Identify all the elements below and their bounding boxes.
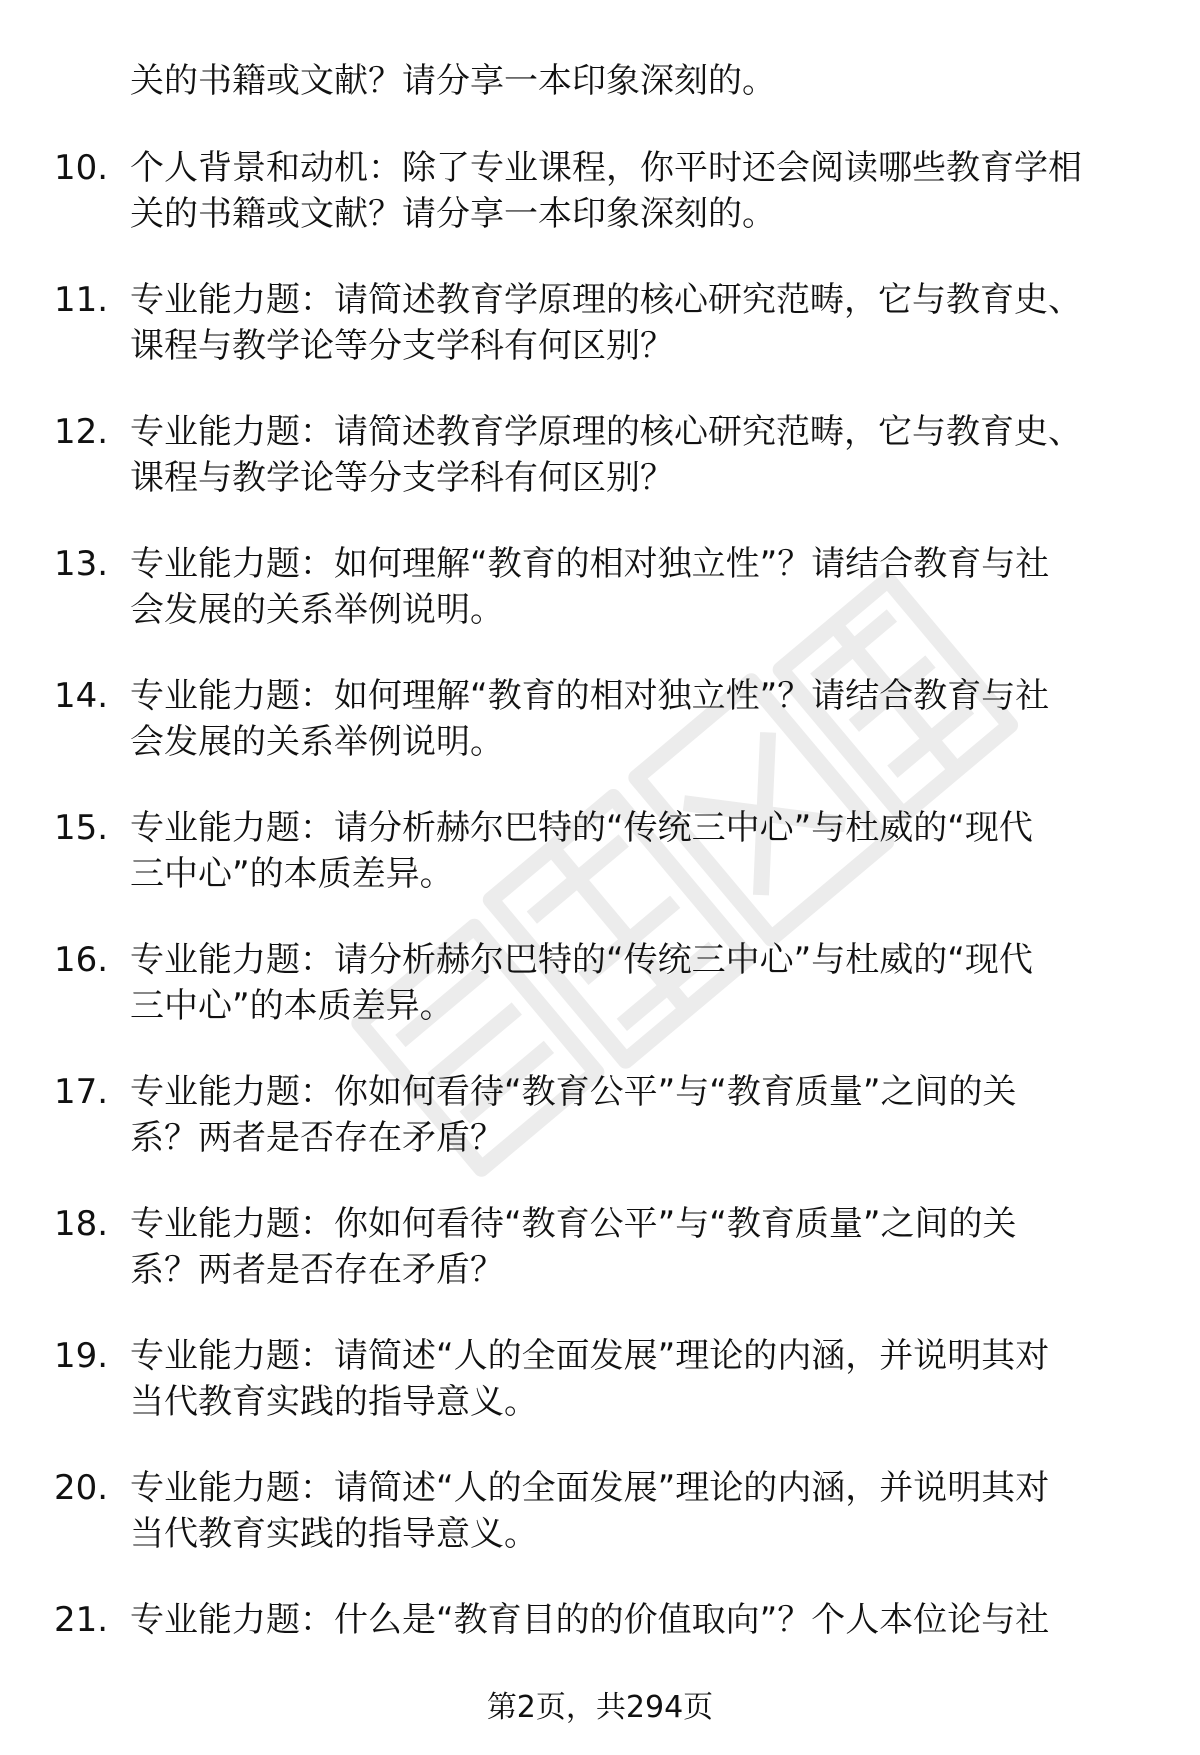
item-number: 13.	[54, 544, 109, 584]
item-text-line: 课程与教学论等分支学科有何区别？	[130, 458, 674, 498]
item-number: 19.	[54, 1336, 109, 1376]
item-text-line: 专业能力题：请简述“人的全面发展”理论的内涵，并说明其对	[130, 1336, 1050, 1376]
item-number: 14.	[54, 676, 109, 716]
item-text-line: 专业能力题：什么是“教育目的的价值取向”？个人本位论与社	[130, 1600, 1050, 1640]
list-item	[0, 937, 1200, 1069]
list-item	[0, 673, 1200, 805]
list-item	[0, 277, 1200, 409]
item-text-line: 系？两者是否存在矛盾？	[130, 1250, 504, 1290]
page-footer: 第2页，共294页	[486, 1690, 714, 1725]
item-number: 12.	[54, 412, 109, 452]
item-text-line: 专业能力题：请简述教育学原理的核心研究范畴，它与教育史、	[130, 412, 1082, 452]
item-text-line: 专业能力题：如何理解“教育的相对独立性”？请结合教育与社	[130, 676, 1050, 716]
item-text-line: 专业能力题：请简述教育学原理的核心研究范畴，它与教育史、	[130, 280, 1082, 320]
item-text-line: 系？两者是否存在矛盾？	[130, 1118, 504, 1158]
list-item	[0, 541, 1200, 673]
list-item	[0, 145, 1200, 277]
item-text-line: 当代教育实践的指导意义。	[130, 1514, 538, 1554]
item-number: 20.	[54, 1468, 109, 1508]
list-item	[0, 805, 1200, 937]
item-number: 11.	[54, 280, 109, 320]
item-number: 15.	[54, 808, 109, 848]
item-text-line: 专业能力题：请分析赫尔巴特的“传统三中心”与杜威的“现代	[130, 940, 1033, 980]
item-number: 10.	[54, 148, 109, 188]
item-text-line: 专业能力题：你如何看待“教育公平”与“教育质量”之间的关	[130, 1204, 1017, 1244]
list-item	[0, 1333, 1200, 1465]
item-text-line: 课程与教学论等分支学科有何区别？	[130, 326, 674, 366]
item-text-line: 会发展的关系举例说明。	[130, 590, 504, 630]
item-number: 16.	[54, 940, 109, 980]
item-text-line: 个人背景和动机：除了专业课程，你平时还会阅读哪些教育学相	[130, 148, 1082, 188]
item-text-line: 三中心”的本质差异。	[130, 986, 454, 1026]
continuation-line: 关的书籍或文献？请分享一本印象深刻的。	[130, 61, 776, 101]
list-item	[0, 409, 1200, 541]
item-text-line: 专业能力题：请简述“人的全面发展”理论的内涵，并说明其对	[130, 1468, 1050, 1508]
list-item	[0, 1069, 1200, 1201]
item-text-line: 关的书籍或文献？请分享一本印象深刻的。	[130, 194, 776, 234]
item-text-line: 专业能力题：如何理解“教育的相对独立性”？请结合教育与社	[130, 544, 1050, 584]
item-number: 17.	[54, 1072, 109, 1112]
item-text-line: 当代教育实践的指导意义。	[130, 1382, 538, 1422]
list-item	[0, 1201, 1200, 1333]
item-number: 18.	[54, 1204, 109, 1244]
list-item	[0, 1465, 1200, 1597]
item-number: 21.	[54, 1600, 109, 1640]
item-text-line: 三中心”的本质差异。	[130, 854, 454, 894]
item-text-line: 会发展的关系举例说明。	[130, 722, 504, 762]
item-text-line: 专业能力题：请分析赫尔巴特的“传统三中心”与杜威的“现代	[130, 808, 1033, 848]
question-list	[0, 145, 1200, 1729]
item-text-line: 专业能力题：你如何看待“教育公平”与“教育质量”之间的关	[130, 1072, 1017, 1112]
